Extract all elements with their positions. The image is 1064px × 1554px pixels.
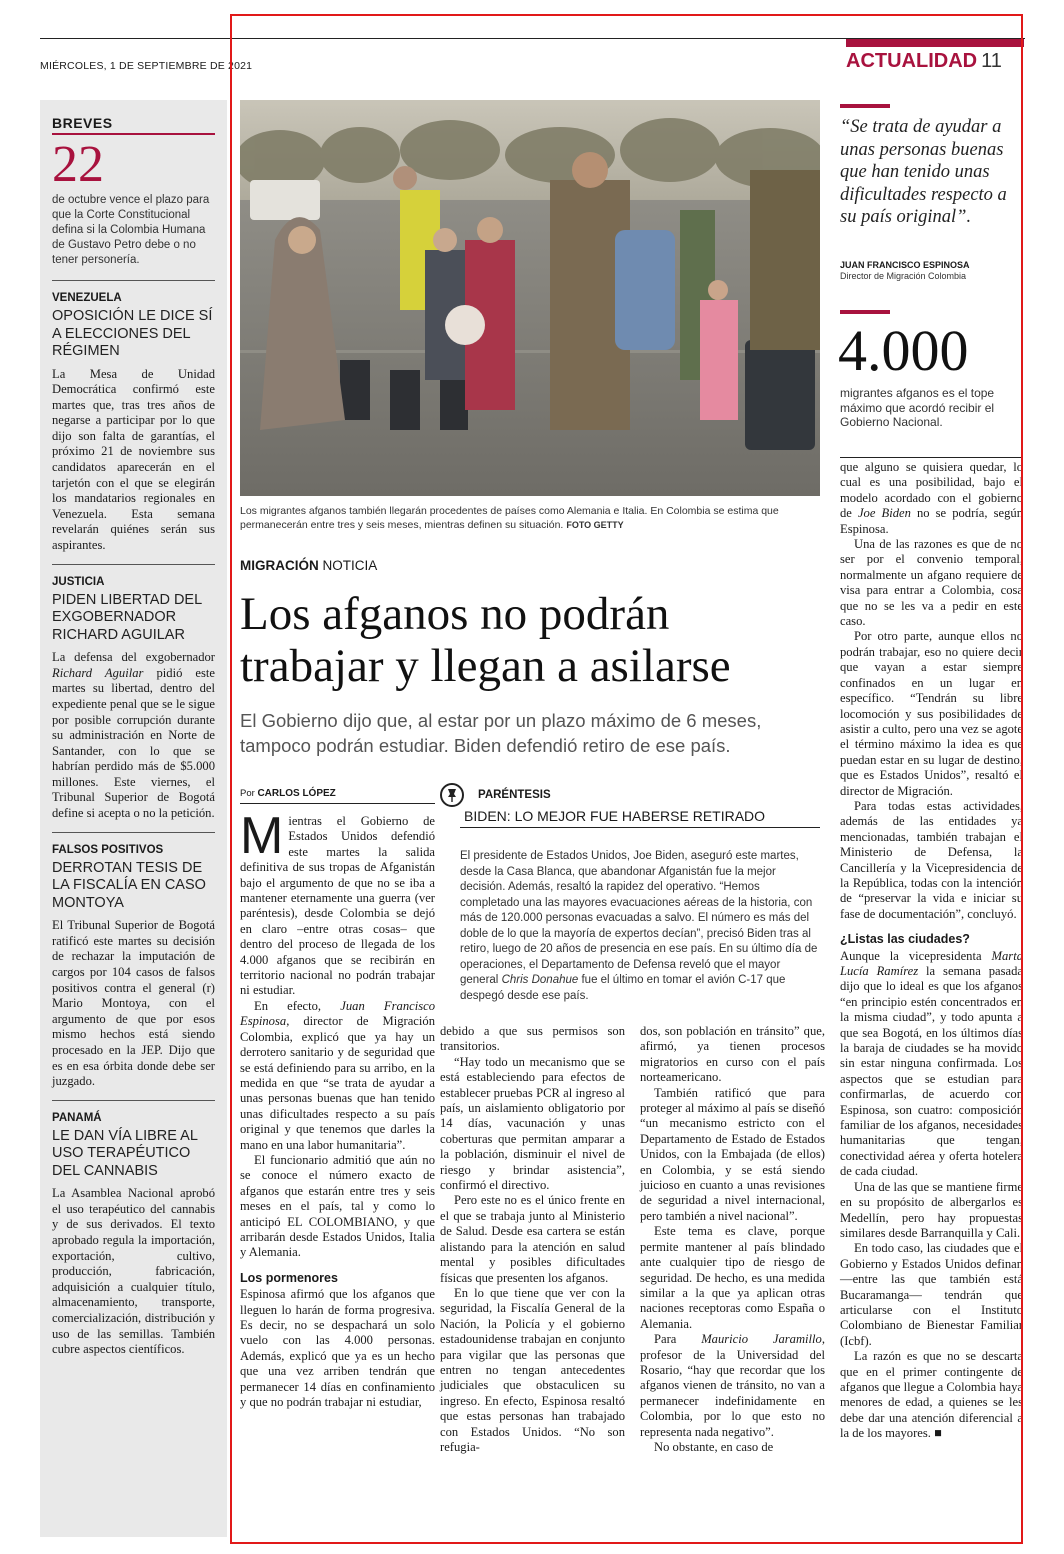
paragraph: En efecto, Juan Francisco Espinosa, director de Migración Colombia, explicó que ya hay un derrotero sanitario y de seguridad que se está definiendo para su arribo, en la medida en que “se trata de ayudar a unas personas buenas que han tenido unas dificultades respecto a su país original y que tenemos que darles la mano en una labor humanitaria”.: [240, 998, 435, 1152]
photo-credit: FOTO GETTY: [566, 520, 624, 530]
section-label: [846, 50, 1002, 73]
photo-illustration: [240, 100, 820, 496]
parentesis-kicker: PARÉNTESIS: [478, 789, 551, 801]
breve-title: PIDEN LIBERTAD DEL EXGOBERNADOR RICHARD AGUILAR: [52, 591, 202, 643]
breves-lead: de octubre vence el plazo para que la Corte Constitucional defina si la Colombia Humana de Gustavo Petro debe o no tener personería.: [52, 193, 215, 281]
parentesis-title: BIDEN: LO MEJOR FUE HABERSE RETIRADO: [460, 805, 820, 828]
breve-text: La defensa del exgobernador Richard Aguilar pidió este martes su libertad, dentro del expediente penal que se le sigue por posible corrupción durante su administración en Norte de Santander, con lo que se habrían perdido más de $5.000 millones. Este viernes, el Tribunal Superior de Bogotá define si acepta o no la petición.: [52, 650, 215, 821]
quote-author-role: Director de Migración Colombia: [840, 271, 967, 281]
parentesis-text: El presidente de Estados Unidos, Joe Biden, aseguró este martes, desde la Casa Blanca, que abandonar Afganistán fue la mejor decisión. Además, resaltó la rapidez del operativo. “Hemos completado una las mayores evacuaciones aéreas de la historia, con más de 120.000 personas evacuadas a salvo. El número es más del doble de lo que la mayoría de expertos decían”, precisó Biden tras al retiro, luego de 20 años de presencia en ese país. En su último día de operaciones, el Departamento de Defensa reveló que el mayor general Chris Donahue fue el último en tomar el avión C-17 que despegó desde ese país.: [460, 850, 818, 1002]
breve-justicia: [52, 576, 215, 833]
paragraph: Espinosa afirmó que los afganos que lleguen lo harán de forma progresiva. Es decir, no se despachará un solo vuelo con las 4.000 personas. Además, explicó que ya es un hecho que una vez arriben tendrán que permanecer 14 días en confinamiento y que no podrán trabajar ni estudiar,: [240, 1287, 435, 1410]
breve-panama: [52, 1112, 215, 1368]
breve-text: La Asamblea Nacional aprobó el uso terapéutico del cannabis y de sus derivados. El texto aprobado regula la importación, exportación, cultivo, producción, fabricación, adquisición a cualquier título, almacenamiento, transporte, comercialización, distribución y uso de las semillas. También cubre aspectos científicos.: [52, 1186, 215, 1357]
breves-big-number: 22: [52, 136, 104, 193]
paragraph: debido a que sus permisos son transitorios.: [440, 1024, 625, 1054]
paragraph: Para Mauricio Jaramillo, profesor de la Universidad del Rosario, “hay que recordar que los afganos vienen de tránsito, no van a permanecer indefinidamente en Colombia, por lo que esto no representa nada negativo”.: [640, 1332, 825, 1439]
article-column-4: [840, 460, 1023, 1442]
paragraph: Este tema es clave, porque permite mantener al país blindado ante cualquier tipo de riesgo de seguridad. De hecho, es una medida similar a la que ya aplican otras naciones receptoras como España o Alemania.: [640, 1224, 825, 1331]
breves-heading: BREVES: [52, 115, 215, 135]
paragraph: También ratificó que para proteger al máximo al país se diseñó “un mecanismo estricto con el Departamento de Estado de Estados Unidos, con la Embajada (de ellos) en Colombia, y se está siendo juicioso en cuanto a unas revisiones de seguridad a nivel internacional, pero también a nivel nacional”.: [640, 1085, 825, 1223]
article-deck: El Gobierno dijo que, al estar por un plazo máximo de 6 meses, tampoco podrán estudiar. Biden defendió retiro de ese país.: [240, 710, 762, 756]
paragraph: Mientras el Gobierno de Estados Unidos defendió este martes la salida definitiva de sus tropas de Afganistán bajo el argumento de que no se iba a mantener eternamente una guerra (ver paréntesis), desde Colombia se dejó en claro –entre otras cosas– que dentro del proceso de llegada de los 4.000 afganos que se recibirán en territorio nacional no podrán trabajar ni estudiar.: [240, 807, 435, 998]
breve-title: DERROTAN TESIS DE LA FISCALÍA EN CASO MONTOYA: [52, 859, 206, 911]
person-name: Richard Aguilar: [52, 665, 144, 680]
breve-kicker: FALSOS POSITIVOS: [52, 843, 164, 856]
stat-text: migrantes afganos es el tope máximo que acordó recibir el Gobierno Nacional.: [840, 386, 995, 429]
breve-text: El Tribunal Superior de Bogotá ratificó este martes su decisión de rechazar la imputación de cargos por 104 casos de falsos positivos contra el general (r) Mario Montoya, con el argumento de que por esos mismo hechos está siendo procesado en la JEP. Dijo que es en esa órbita donde debe ser juzgado.: [52, 918, 215, 1089]
quote-author: JUAN FRANCISCO ESPINOSA: [840, 260, 970, 270]
paragraph: Pero este no es el único frente en el que se trabaja junto al Ministerio de Salud. Desde esa cartera se están alistando para la atención en salud mental y posibles dificultades físicas que presenten los afganos.: [440, 1193, 625, 1285]
paragraph: Una de las razones es que de no ser por el convenio temporal, normalmente un afgano requiere de visa para entrar a Colombia, cosa que no se les va a pedir en este caso.: [840, 537, 1023, 629]
page-number: 11: [981, 50, 1002, 72]
breve-venezuela: [52, 292, 215, 565]
drop-cap: M: [240, 807, 284, 865]
paragraph: dos, son población en tránsito” que, afirmó, ya tienen procesos migratorios en curso con el país norteamericano.: [640, 1024, 825, 1085]
article-kicker: MIGRACIÓN NOTICIA: [240, 558, 378, 573]
paragraph: Una de las que se mantiene firme en su propósito de albergarlos es Medellín, pero hay propuestas similares desde Barranquilla y Cali.: [840, 1179, 1023, 1240]
pull-quote: “Se trata de ayudar a unas personas buenas que han tenido unas dificultades respecto a su país original”.: [840, 117, 1007, 227]
breves-sidebar: [40, 100, 227, 1537]
photo-caption: Los migrantes afganos también llegarán procedentes de países como Alemania e Italia. En Colombia se estima que permanecerán entre tres y seis meses, mientras definen su situación. FOTO GETTY: [240, 505, 779, 531]
subhead: ¿Listas las ciudades?: [840, 932, 970, 947]
paragraph: La razón es que no se descarta que en el primer contingente de afganos que llegue a Colombia haya menores de edad, a quienes se les debe dar una atención diferencial a la de los mayores. ■: [840, 1349, 1023, 1441]
breve-title: OPOSICIÓN LE DICE SÍ A ELECCIONES DEL RÉGIMEN: [52, 308, 213, 359]
section-name: ACTUALIDAD: [846, 50, 978, 72]
paragraph: que alguno se quisiera quedar, lo cual es una posibilidad, bajo el modelo acordado con el gobierno de Joe Biden no se podría, según Espinosa.: [840, 460, 1023, 536]
author-name: CARLOS LÓPEZ: [257, 788, 336, 799]
breve-kicker: JUSTICIA: [52, 575, 105, 588]
pin-icon: [440, 783, 464, 807]
byline: Por CARLOS LÓPEZ: [240, 788, 435, 804]
column-rule: [840, 457, 1023, 458]
article-column-1: [240, 807, 435, 1410]
paragraph: No obstante, en caso de: [654, 1439, 774, 1454]
paragraph: “Hay todo un mecanismo que se está estableciendo para efectos de establecer pruebas PCR al ingreso al país, un aislamiento obligatorio por 14 días, vacunación y unas coberturas que permitan amparar a la población, disminuir el nivel de riesgo y brindar asistencia”, confirmó el directivo.: [440, 1054, 625, 1193]
subhead: Los pormenores: [240, 1270, 338, 1285]
paragraph: Aunque la vicepresidenta Marta Lucía Ramírez la semana pasada dijo que lo ideal es que los afganos “en principio estén concentrados en la misma ciudad”, y todo apunta a que sea Bogotá, en los últimos días la baraja de ciudades se ha movido sin estar ninguna confirmada. Los aspectos que se estudian para confirmarlas, de acuerdo con Espinosa, son cuatro: composición familiar de los afganos, necesidades humanitarias que tengan, conectividad aérea y oferta hotelera de cada ciudad.: [840, 948, 1024, 1179]
breve-kicker: PANAMÁ: [52, 1111, 102, 1124]
breve-text: La Mesa de Unidad Democrática confirmó este martes que, tras tres años de negarse a participar por lo que dijo son falta de garantías, el próximo 21 de noviembre sus candidatos aparecerán en el tarjetón con el que se elegirán los mandatarios regionales en Venezuela. Esta semana revelarán quiénes serán sus aspirantes.: [52, 366, 215, 553]
paragraph: Por otro parte, aunque ellos no podrán trabajar, eso no quiere decir que vayan a estar siempre confinados en un lugar en específico. “Tendrán su libre locomoción y sus posibilidades de asistir a culto, pero una vez se agote el término máximo la idea es que puedan estar en su lugar de destino, que es Estados Unidos”, resaltó el director de Migración.: [840, 629, 1023, 798]
edition-date: MIÉRCOLES, 1 DE SEPTIEMBRE DE 2021: [40, 60, 253, 72]
quote-rule: [840, 104, 890, 108]
section-bar: [846, 39, 1024, 47]
paragraph: El funcionario admitió que aún no se conoce el número exacto de afganos que estarán entre tres y seis meses en el país, tal y como lo anticipó EL COLOMBIANO, y que arribarán desde Estados Unidos, Italia y Alemania.: [240, 1152, 435, 1260]
paragraph: En lo que tiene que ver con la seguridad, la Fiscalía General de la Nación, la Policía y el gobierno estadounidense trabajan en conjunto para vigilar que las personas que entren no tengan antecedentes judiciales que obstaculicen su ingreso. En efecto, Espinosa resaltó que estas personas han trabajado con Estados Unidos. “No son refugia-: [440, 1285, 625, 1454]
stat-number: 4.000: [838, 318, 969, 383]
breve-falsos-positivos: [52, 844, 215, 1101]
paragraph: En todo caso, las ciudades que el Gobierno y Estados Unidos definan —entre las que también está Bucaramanga— tendrán que articularse con el Instituto Colombiano de Bienestar Familiar (Icbf).: [840, 1241, 1023, 1348]
breve-title: LE DAN VÍA LIBRE AL USO TERAPÉUTICO DEL CANNABIS: [52, 1127, 198, 1179]
breve-kicker: VENEZUELA: [52, 292, 122, 304]
article-column-2: [440, 1024, 625, 1455]
news-photo: [240, 100, 820, 496]
article-headline: Los afganos no podrán trabajar y llegan a asilarse: [240, 588, 731, 692]
article-column-3: [640, 1024, 825, 1455]
stat-rule: [840, 310, 890, 314]
paragraph: Para todas estas actividades, además de las entidades ya mencionadas, también trabajan el Ministerio de Defensa, la Cancillería y la Vicepresidencia de la República, todas con la intención de “preservar la vida e iniciar su fase de documentación”, concluyó.: [840, 798, 1023, 921]
